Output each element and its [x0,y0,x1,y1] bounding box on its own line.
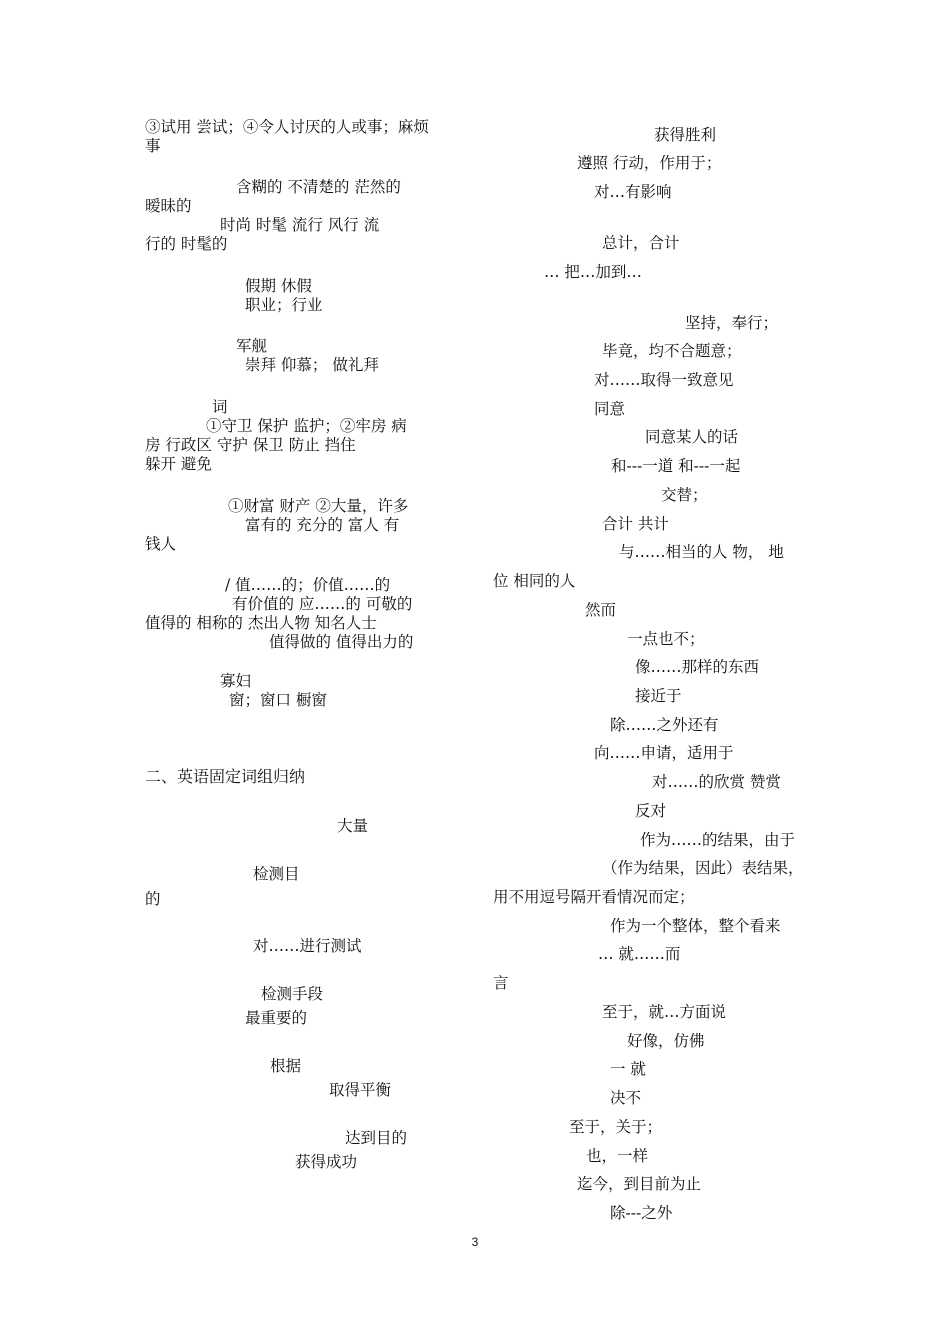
phrase-line: 对…有影响 [594,183,672,201]
vocab-line: 值得做的 值得出力的 [269,633,414,651]
vocab-line: 军舰 [236,337,268,355]
phrase-line: 一点也不； [627,630,705,648]
vocab-line: 钱人 [145,535,177,553]
phrase-line: （作为结果，因此）表结果， [602,859,804,877]
phrase-line: 除---之外 [610,1204,673,1222]
vocab-line: 含糊的 不清楚的 茫然的 [236,178,401,196]
vocab-line: 暧昧的 [145,197,192,215]
phrase-line: 与……相当的人 物， 地 [619,543,784,561]
vocab-line: ①财富 财产 ②大量，许多 [228,497,409,515]
vocab-line: 时尚 时髦 流行 风行 流 [220,216,380,234]
phrase-line: 同意 [594,400,626,418]
vocab-line: 有价值的 应……的 可敬的 [232,595,413,613]
vocab-line: 寡妇 [220,672,252,690]
phrase-line: 位 相同的人 [493,572,576,590]
phrase-line: 反对 [635,802,667,820]
phrase-line: 然而 [585,601,617,619]
section-heading: 二、英语固定词组归纳 [145,767,306,786]
phrase-line: 对……取得一致意见 [594,371,734,389]
phrase-line: … 把…加到… [544,263,642,281]
phrase-line: 大量 [337,817,369,835]
phrase-line: 也，一样 [586,1147,649,1165]
vocab-line: 值得的 相称的 杰出人物 知名人士 [145,614,377,632]
phrase-line: 迄今，到目前为止 [577,1175,702,1193]
vocab-line: 事 [145,137,161,155]
phrase-line: 交替； [661,486,708,504]
phrase-line: 最重要的 [245,1009,308,1027]
vocab-line: ③试用 尝试；④令人讨厌的人或事；麻烦 [145,118,429,136]
phrase-line: 同意某人的话 [645,428,739,446]
phrase-line: 好像，仿佛 [627,1032,705,1050]
phrase-line: 毕竟，均不合题意； [602,342,742,360]
phrase-line: 向……申请，适用于 [594,744,734,762]
phrase-line: 对……进行测试 [253,937,362,955]
vocab-line: / 值……的；价值……的 [225,576,391,594]
phrase-line: 言 [493,974,509,992]
phrase-line: 接近于 [635,687,682,705]
phrase-line: 用不用逗号隔开看情况而定； [493,888,695,906]
phrase-line: 像……那样的东西 [635,658,760,676]
phrase-line: 除……之外还有 [610,716,719,734]
phrase-line: 获得胜利 [654,126,717,144]
page-number: 3 [471,1235,479,1249]
phrase-line: 达到目的 [345,1129,408,1147]
phrase-line: 至于，就…方面说 [602,1003,727,1021]
phrase-line: 取得平衡 [329,1081,392,1099]
phrase-line: 对……的欣赏 赞赏 [652,773,781,791]
phrase-line: 决不 [610,1089,642,1107]
phrase-line: 根据 [270,1057,302,1075]
vocab-line: 躲开 避免 [145,455,212,473]
phrase-line: 合计 共计 [602,515,669,533]
phrase-line: 和---一道 和---一起 [611,457,741,475]
vocab-line: 行的 时髦的 [145,235,228,253]
vocab-line: 职业；行业 [245,296,323,314]
vocab-line: 假期 休假 [245,277,312,295]
phrase-line: 总计，合计 [602,234,680,252]
phrase-line: 至于，关于； [569,1118,663,1136]
phrase-line: 遵照 行动，作用于； [577,154,722,172]
phrase-line: 的 [145,890,161,908]
phrase-line: 坚持，奉行； [685,314,779,332]
vocab-line: 词 [212,398,228,416]
vocab-line: 窗；窗口 橱窗 [229,691,327,709]
phrase-line: … 就……而 [598,945,681,963]
phrase-line: 获得成功 [295,1153,358,1171]
vocab-line: ①守卫 保护 监护；②牢房 病 [206,417,407,435]
vocab-line: 崇拜 仰慕； 做礼拜 [245,356,379,374]
phrase-line: 检测目 [253,865,300,883]
vocab-line: 富有的 充分的 富人 有 [245,516,400,534]
phrase-line: 作为一个整体，整个看来 [610,917,781,935]
phrase-line: 一 就 [610,1060,646,1078]
vocab-line: 房 行政区 守护 保卫 防止 挡住 [145,436,356,454]
phrase-line: 作为……的结果，由于 [640,831,796,849]
phrase-line: 检测手段 [261,985,324,1003]
